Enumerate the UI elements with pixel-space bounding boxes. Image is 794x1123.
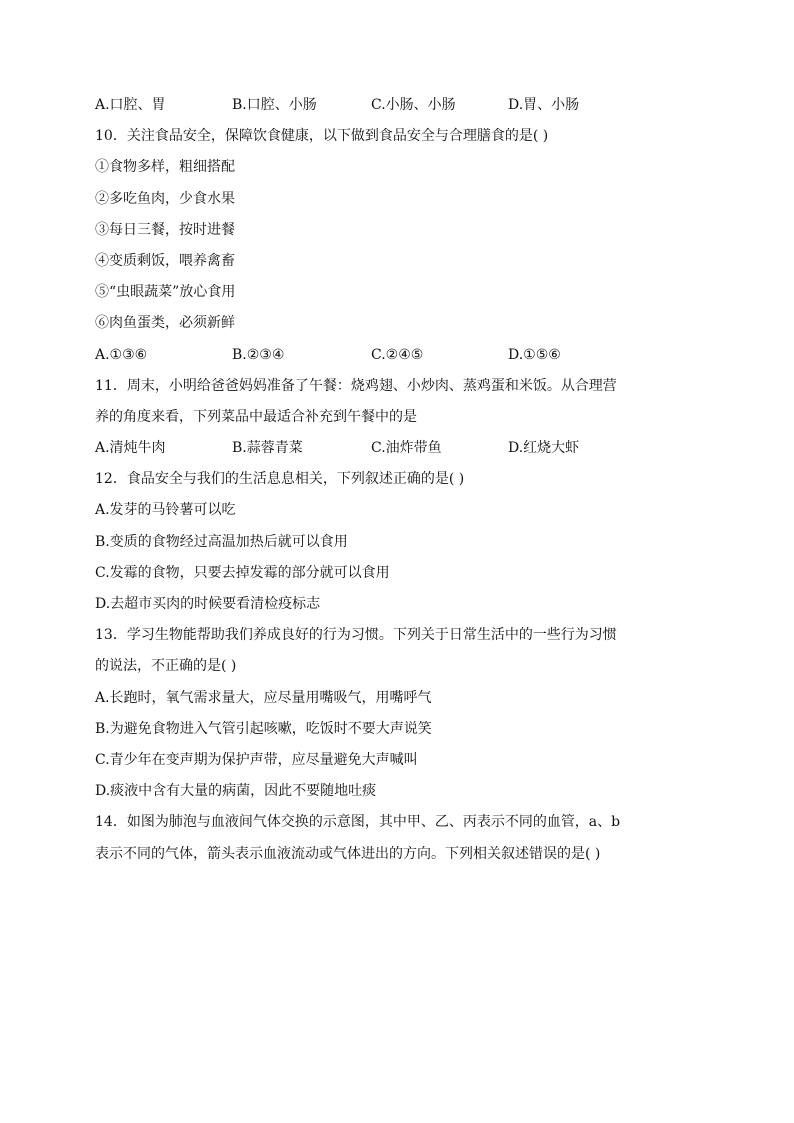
q13-stem-line2: 的说法，不正确的是( )	[95, 658, 237, 675]
q13-option-d: D.痰液中含有大量的病菌，因此不要随地吐痰	[95, 783, 377, 800]
q11-stem-line1: 11．周末，小明给爸爸妈妈准备了午餐：烧鸡翅、小炒肉、蒸鸡蛋和米饭。从合理营	[95, 377, 617, 394]
q12-option-b: B.变质的食物经过高温加热后就可以食用	[95, 533, 348, 550]
q9-option-b: B.口腔、小肠	[232, 97, 317, 113]
q10-item-4: ④变质剩饭，喂养禽畜	[95, 252, 235, 269]
q12-stem: 12．食品安全与我们的生活息息相关，下列叙述正确的是( )	[95, 471, 465, 488]
q11-option-d: D.红烧大虾	[508, 440, 580, 457]
q14-stem-line2: 表示不同的气体，箭头表示血液流动或气体进出的方向。下列相关叙述错误的是( )	[95, 845, 601, 862]
q11-options	[95, 437, 705, 468]
q13-option-a: A.长跑时，氧气需求量大，应尽量用嘴吸气，用嘴呼气	[95, 689, 432, 706]
q10-item-6: ⑥肉鱼蛋类，必须新鲜	[95, 315, 235, 332]
q10-option-b: B.②③④	[232, 346, 285, 363]
q12-option-d: D.去超市买肉的时候要看清检疫标志	[95, 596, 321, 612]
q10-options	[95, 344, 705, 375]
q11-stem-line2: 养的角度来看，下列菜品中最适合补充到午餐中的是	[95, 408, 417, 425]
q10-item-5: ⑤“虫眼蔬菜”放心食用	[95, 284, 236, 301]
q10-option-a: A.①③⑥	[95, 346, 148, 363]
q10-item-1: ①食物多样，粗细搭配	[95, 159, 235, 176]
exam-page	[95, 94, 705, 874]
q14-stem-line1: 14．如图为肺泡与血液间气体交换的示意图，其中甲、乙、丙表示不同的血管，a、b	[95, 814, 621, 831]
q10-item-3: ③每日三餐，按时进餐	[95, 221, 235, 238]
q10-stem: 10．关注食品安全，保障饮食健康，以下做到食品安全与合理膳食的是( )	[95, 128, 549, 145]
q10-option-d: D.①⑤⑥	[508, 346, 561, 363]
q12-option-c: C.发霉的食物，只要去掉发霉的部分就可以食用	[95, 564, 390, 581]
q13-option-b: B.为避免食物进入气管引起咳嗽，吃饭时不要大声说笑	[95, 720, 432, 737]
q11-option-c: C.油炸带鱼	[371, 440, 442, 457]
q13-stem-line1: 13．学习生物能帮助我们养成良好的行为习惯。下列关于日常生活中的一些行为习惯	[95, 627, 617, 644]
q11-option-b: B.蒜蓉青菜	[232, 440, 303, 457]
q9-option-c: C.小肠、小肠	[371, 97, 456, 113]
q13-option-c: C.青少年在变声期为保护声带，应尽量避免大声喊叫	[95, 751, 418, 768]
q9-options	[95, 94, 705, 125]
q12-option-a: A.发芽的马铃薯可以吃	[95, 502, 236, 519]
q11-option-a: A.清炖牛肉	[95, 440, 166, 457]
q10-item-2: ②多吃鱼肉，少食水果	[95, 190, 235, 207]
q9-option-d: D.胃、小肠	[508, 97, 580, 113]
q9-option-a: A.口腔、胃	[95, 97, 166, 113]
q10-option-c: C.②④⑤	[371, 346, 424, 363]
